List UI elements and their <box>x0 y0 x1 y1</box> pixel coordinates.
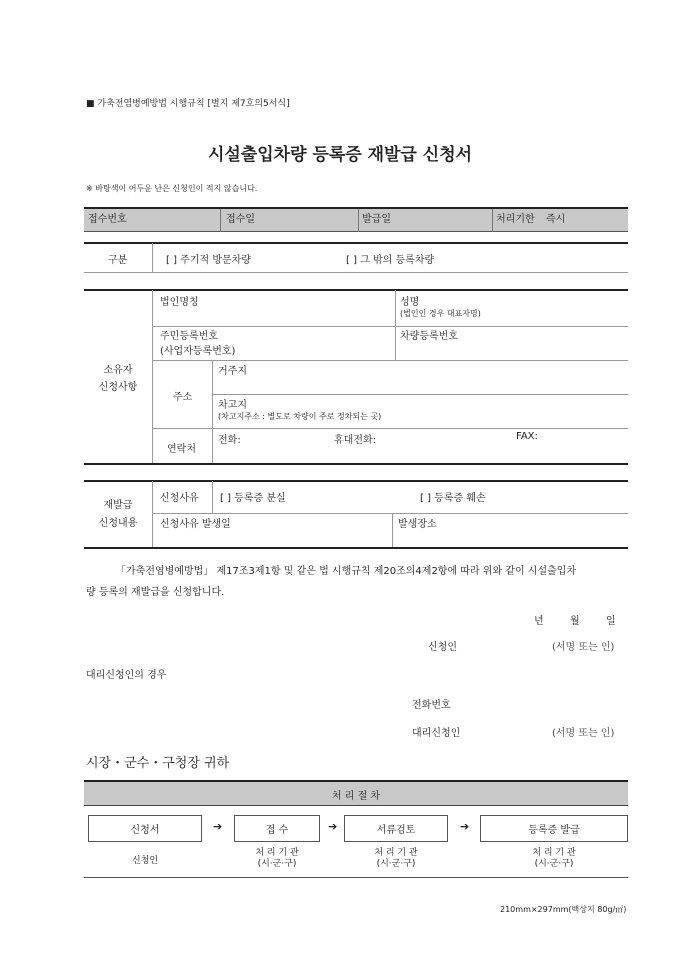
checkbox-certificate-damaged[interactable]: [ ] 등록증 훼손 <box>420 493 486 504</box>
office-use-row <box>84 207 628 232</box>
step-receipt-box: 접 수 <box>234 815 320 842</box>
address-label: 주소 <box>173 392 193 403</box>
reason-date-label: 신청사유 발생일 <box>160 519 231 530</box>
agent-phone-label: 전화번호 <box>412 700 451 711</box>
step-receipt-sub-2: (시·군·구) <box>257 859 297 869</box>
step-review-sub-2: (시·군·구) <box>376 859 416 869</box>
reissue-section-label-1: 재발급 <box>103 500 133 511</box>
occurrence-place-label: 발생장소 <box>398 519 437 530</box>
paper-spec: 210mm×297mm(백상지 80g/㎡) <box>500 905 627 914</box>
form-title: 시설출입차량 등록증 재발급 신청서 <box>207 145 473 165</box>
step-issue-sub <box>480 848 628 870</box>
processing-period-label: 처리기한 <box>496 214 535 225</box>
receipt-number-label: 접수번호 <box>88 214 127 225</box>
step-application-box: 신청서 <box>88 815 202 842</box>
year-label: 년 <box>534 616 544 627</box>
step-review-box: 서류검토 <box>344 815 448 842</box>
procedure-heading: 처 리 절 차 <box>331 791 381 802</box>
garage-label: 차고지 <box>218 400 247 411</box>
corporate-name-label: 법인명칭 <box>160 297 199 308</box>
receipt-date-label: 접수일 <box>226 214 255 225</box>
corporate-name-field[interactable] <box>156 292 392 324</box>
owner-section-label <box>84 362 152 396</box>
checkbox-periodic-vehicle[interactable]: [ ] 주기적 방문차량 <box>166 255 251 266</box>
step-issue-sub-2: (시·군·구) <box>534 859 574 869</box>
step-application-sub: 신청인 <box>131 856 159 866</box>
agent-label: 대리신청인 <box>412 728 461 739</box>
name-label: 성명 <box>400 297 420 308</box>
category-label: 구분 <box>108 255 128 266</box>
statement-line-1: 「가축전염병예방법」 제17조3제1항 및 같은 법 시행규칙 제20조의4제2항에 따라 위와 같이 시설출입차 <box>116 566 577 577</box>
reissue-section-label <box>84 497 152 533</box>
owner-section-label-2: 신청사항 <box>98 382 138 393</box>
step-review-sub <box>344 848 448 870</box>
step-review-sub-1: 처 리 기 관 <box>374 848 418 858</box>
residence-label: 거주지 <box>218 366 247 377</box>
phone-label: 전화: <box>218 435 241 446</box>
agent-signature[interactable]: (서명 또는 인) <box>552 728 615 739</box>
name-note: (법인인 경우 대표자명) <box>400 309 481 318</box>
reason-label: 신청사유 <box>160 493 199 504</box>
checkbox-certificate-lost[interactable]: [ ] 등록증 분실 <box>220 493 286 504</box>
name-field[interactable] <box>400 292 624 324</box>
step-issue-box: 등록증 발급 <box>480 815 628 842</box>
statement-line-2: 량 등록의 재발급을 신청합니다. <box>86 587 225 598</box>
owner-section-label-1: 소유자 <box>103 365 133 376</box>
shaded-area-note: ※ 바탕색이 어두운 난은 신청인이 적지 않습니다. <box>86 184 258 193</box>
arrow-right-icon: ➔ <box>213 820 223 833</box>
step-receipt-sub <box>234 848 320 870</box>
issue-date-label: 발급일 <box>362 214 391 225</box>
vehicle-number-label: 차량등록번호 <box>400 331 458 342</box>
agent-heading: 대리신청인의 경우 <box>86 670 167 681</box>
step-receipt-sub-1: 처 리 기 관 <box>255 848 299 858</box>
bullet-square-icon: ■ <box>86 99 95 109</box>
contact-label: 연락처 <box>167 444 196 455</box>
registration-number-note: (사업자등록번호) <box>160 346 236 357</box>
arrow-right-icon: ➔ <box>328 820 338 833</box>
registration-number-label: 주민등록번호 <box>160 331 218 342</box>
addressee: 시장・군수・구청장 귀하 <box>86 756 230 771</box>
processing-period-value: 즉시 <box>546 214 566 225</box>
mobile-label: 휴대전화: <box>334 435 377 446</box>
form-reference <box>86 96 290 109</box>
applicant-signature[interactable]: (서명 또는 인) <box>552 642 615 653</box>
arrow-right-icon: ➔ <box>460 820 470 833</box>
step-issue-sub-1: 처 리 기 관 <box>532 848 576 858</box>
reissue-section-label-2: 신청내용 <box>98 518 138 529</box>
form-reference-text: 가축전염병예방법 시행규칙 [별지 제7호의5서식] <box>97 99 290 109</box>
fax-label: FAX: <box>516 431 538 442</box>
applicant-label: 신청인 <box>428 642 457 653</box>
checkbox-other-vehicle[interactable]: [ ] 그 밖의 등록차량 <box>346 255 435 266</box>
month-label: 월 <box>570 616 580 627</box>
garage-note: (차고지주소 : 별도로 차량이 주로 정차되는 곳) <box>218 412 382 421</box>
procedure-header <box>84 780 628 806</box>
day-label: 일 <box>606 616 616 627</box>
